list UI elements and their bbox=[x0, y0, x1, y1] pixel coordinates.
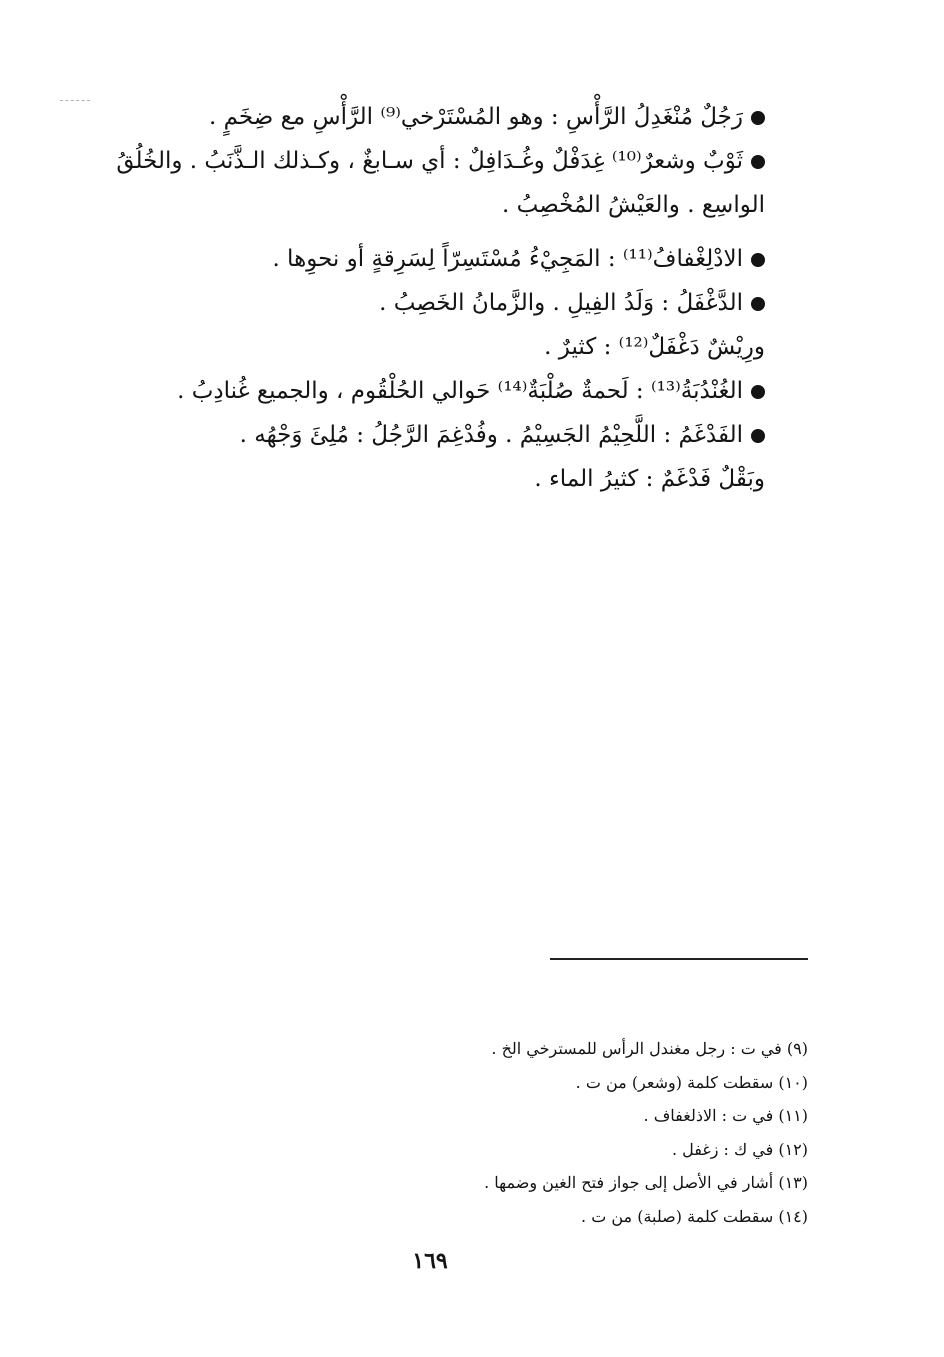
scan-mark bbox=[60, 100, 90, 101]
entry-thawb-ghidafl bbox=[90, 139, 765, 227]
entry-text: الغُنْدُبَةُ⁽¹³⁾ : لَحمةٌ صُلْبَةٌ⁽¹⁴⁾ حَوالي الحُلْقُوم ، والجميع غُنادِبُ . bbox=[177, 378, 743, 404]
entry-text: الدَّغْفَلُ : وَلَدُ الفِيلِ . والزَّمانُ الخَصِبُ . bbox=[379, 290, 743, 316]
entry-reesh-daghfal bbox=[90, 325, 765, 369]
bullet-icon bbox=[751, 297, 765, 311]
entry-fadgham bbox=[90, 413, 765, 457]
entry-raj-mungadil bbox=[90, 95, 765, 139]
bullet-icon bbox=[751, 155, 765, 169]
bullet-icon bbox=[751, 111, 765, 125]
footnote-9: (٩) في ت : رجل مغندل الرأس للمسترخي الخ . bbox=[491, 1039, 808, 1058]
entry-text: وبَقْلٌ فَدْغَمٌ : كثيرُ الماء . bbox=[534, 466, 765, 492]
entry-text: ثَوْبٌ وشعرٌ⁽¹⁰⁾ غِدَفْلٌ وغُـدَافِلٌ : أي سـابغٌ ، وكـذلك الـذَّنَبُ . والخُلُقُ الواسِع . والعَيْشُ المُخْصِبُ . bbox=[116, 148, 765, 218]
footnotes bbox=[400, 1032, 808, 1233]
entry-text: الفَدْغَمُ : اللَّحِيْمُ الجَسِيْمُ . وفُدْغِمَ الرَّجُلُ : مُلِئَ وَجْهُه . bbox=[239, 422, 743, 448]
bullet-icon bbox=[751, 429, 765, 443]
footnote-13: (١٣) أشار في الأصل إلى جواز فتح الغين وضمها . bbox=[484, 1173, 808, 1192]
bullet-icon bbox=[751, 385, 765, 399]
page-number: ١٦٩ bbox=[412, 1248, 448, 1274]
footnote-divider bbox=[550, 958, 808, 960]
footnote-11: (١١) في ت : الاذلغفاف . bbox=[643, 1106, 808, 1125]
entry-text: ورِيْشٌ دَغْفَلٌ⁽¹²⁾ : كثيرٌ . bbox=[544, 334, 765, 360]
bullet-icon bbox=[751, 253, 765, 267]
entry-baql-fadgham bbox=[90, 457, 765, 501]
footnote-14: (١٤) سقطت كلمة (صلبة) من ت . bbox=[581, 1206, 808, 1226]
entry-ghundubah bbox=[90, 369, 765, 413]
entry-daghfal bbox=[90, 281, 765, 325]
entry-text: الادْلِغْفافُ⁽¹¹⁾ : المَجِيْءُ مُسْتَسِرّاً لِسَرِقةٍ أو نحوِها . bbox=[272, 246, 743, 272]
footnote-10: (١٠) سقطت كلمة (وشعر) من ت . bbox=[575, 1072, 808, 1092]
dictionary-entries bbox=[90, 95, 765, 501]
entry-idlighfaf bbox=[90, 237, 765, 281]
footnote-12: (١٢) في ك : زغفل . bbox=[671, 1139, 808, 1159]
entry-text: رَجُلٌ مُنْغَدِلُ الرَّأْسِ : وهو المُسْتَرْخي⁽⁹⁾ الرَّأْسِ مع ضِخَمٍ . bbox=[209, 104, 743, 130]
